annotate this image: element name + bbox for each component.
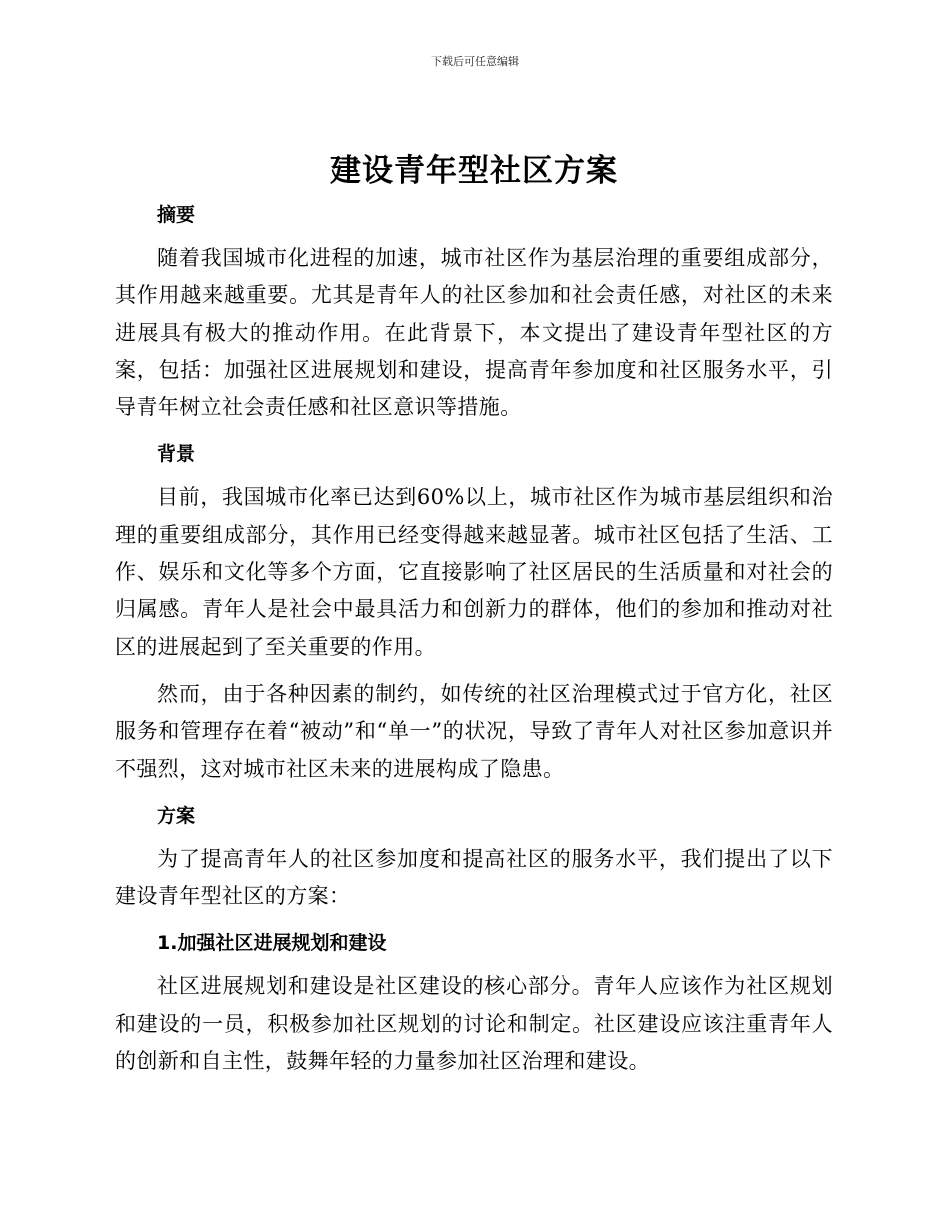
background-paragraph-2: 然而，由于各种因素的制约，如传统的社区治理模式过于官方化，社区服务和管理存在着“被动”和“单一”的状况，导致了青年人对社区参加意识并不强烈，这对城市社区未来的进展构成了隐患。 xyxy=(115,681,833,781)
abstract-paragraph: 随着我国城市化进程的加速，城市社区作为基层治理的重要组成部分，其作用越来越重要。尤其是青年人的社区参加和社会责任感，对社区的未来进展具有极大的推动作用。在此背景下，本文提出了建设青年型社区的方案，包括：加强社区进展规划和建设，提高青年参加度和社区服务水平，引导青年树立社会责任感和社区意识等措施。 xyxy=(115,246,833,420)
plan-item-heading: 1.加强社区进展规划和建设 xyxy=(157,932,387,955)
section-heading-plan: 方案 xyxy=(157,804,196,827)
document-title: 建设青年型社区方案 xyxy=(330,153,618,189)
section-heading-abstract: 摘要 xyxy=(157,204,196,226)
document-body xyxy=(115,145,833,1080)
plan-intro-paragraph: 为了提高青年人的社区参加度和提高社区的服务水平，我们提出了以下建设青年型社区的方案： xyxy=(115,846,833,909)
background-paragraph-1: 目前，我国城市化率已达到60%以上，城市社区作为城市基层组织和治理的重要组成部分，其作用已经变得越来越显著。城市社区包括了生活、工作、娱乐和文化等多个方面，它直接影响了社区居民的生活质量和对社会的归属感。青年人是社会中最具活力和创新力的群体，他们的参加和推动对社区的进展起到了至关重要的作用。 xyxy=(115,485,833,659)
plan-item-paragraph: 社区进展规划和建设是社区建设的核心部分。青年人应该作为社区规划和建设的一员，积极参加社区规划的讨论和制定。社区建设应该注重青年人的创新和自主性，鼓舞年轻的力量参加社区治理和建设。 xyxy=(115,974,833,1074)
page-header-note: 下载后可任意编辑 xyxy=(431,55,519,68)
section-heading-background: 背景 xyxy=(157,443,196,466)
